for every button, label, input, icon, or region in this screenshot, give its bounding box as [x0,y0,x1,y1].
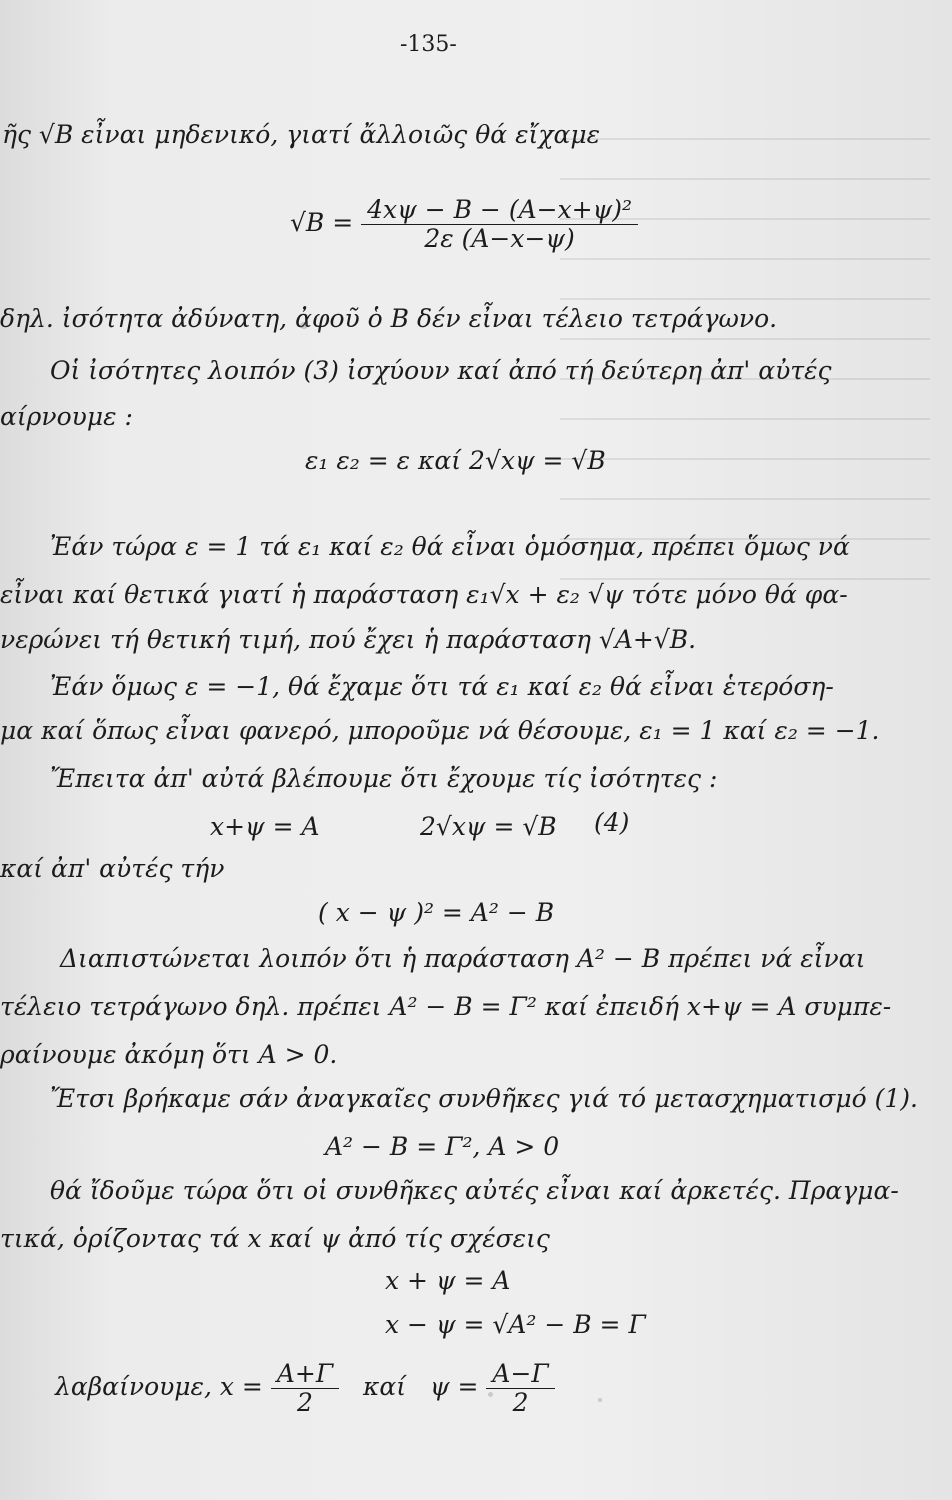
text-line: καί ἀπ' αὐτές τήν [0,854,225,883]
equation: x − ψ = √A² − B = Γ [385,1310,646,1339]
page-number: -135- [400,32,457,57]
text-line: Οἱ ἰσότητες λοιπόν (3) ἰσχύουν καί ἀπό τή δεύτερη ἀπ' αὐτές [50,356,832,385]
text-line: Ἔτσι βρήκαμε σάν ἀναγκαῖες συνθῆκες γιά τό μετασχηματισμό (1). [50,1084,918,1113]
equation-lhs: √B = [290,208,354,237]
fraction [486,1360,554,1417]
text-line: θά ἴδοῦμε τώρα ὅτι οἱ συνθῆκες αὐτές εἶναι καί ἀρκετές. Πραγμα- [50,1176,899,1205]
text-line: Ἐάν ὅμως ε = −1, θά ἔχαμε ὅτι τά ε₁ καί ε₂ θά εἶναι ἑτερόση- [50,672,834,701]
denominator: 2 [512,1388,529,1417]
equation: A² − B = Γ², A > 0 [325,1132,560,1161]
denominator: 2 [297,1388,313,1417]
text-line: τικά, ὁρίζοντας τά x καί ψ ἀπό τίς σχέσεις [0,1224,550,1253]
text-line: τέλειο τετράγωνο δηλ. πρέπει A² − B = Γ² καί ἐπειδή x+ψ = A συμπε- [0,992,892,1021]
equation-line [55,1360,555,1417]
text-line: ῆς √B εἶναι μηδενικό, γιατί ἄλλοιῶς θά εἴχαμε [2,120,601,149]
text: λαβαίνουμε, [55,1372,212,1401]
text-line: νερώνει τή θετική τιμή, πού ἔχει ἡ παράσταση √A+√B. [0,625,697,654]
text-line: δηλ. ἰσότητα ἀδύνατη, ἀφοῦ ὁ B δέν εἶναι τέλειο τετράγωνο. [0,304,778,333]
equation: ( x − ψ )² = A² − B [318,898,555,927]
text-line: εἶναι καί θετικά γιατί ἡ παράσταση ε₁√x + ε₂ √ψ τότε μόνο θά φα- [0,580,848,609]
text-line: ραίνουμε ἀκόμη ὅτι A > 0. [0,1040,338,1069]
equation-number: (4) [594,808,630,837]
numerator: A−Γ [486,1360,554,1389]
denominator: 2ε (A−x−ψ) [424,224,575,253]
equation [290,196,638,253]
psi-lhs: ψ = [429,1372,479,1401]
fraction [361,196,638,253]
equation: x + ψ = A [385,1266,511,1295]
numerator: 4xψ − B − (A−x+ψ)² [361,196,638,225]
conjunction: καί [363,1372,407,1401]
ink-spot [300,322,308,329]
equation: 2√xψ = √B [420,812,557,841]
text-line: αίρνουμε : [0,402,133,431]
equation: x+ψ = A [210,812,320,841]
x-lhs: x = [219,1372,263,1401]
text-line: Ἐάν τώρα ε = 1 τά ε₁ καί ε₂ θά εἶναι ὁμόσημα, πρέπει ὅμως νά [50,532,850,561]
fraction [271,1360,339,1417]
text-line: Διαπιστώνεται λοιπόν ὅτι ἡ παράσταση A² − B πρέπει νά εἶναι [60,944,866,973]
ink-spot [488,1392,493,1397]
equation: ε₁ ε₂ = ε καί 2√xψ = √B [305,446,606,475]
text-line: Ἔπειτα ἀπ' αὐτά βλέπουμε ὅτι ἔχουμε τίς ἰσότητες : [50,764,718,793]
text-line: μα καί ὅπως εἶναι φανερό, μποροῦμε νά θέσουμε, ε₁ = 1 καί ε₂ = −1. [0,716,880,745]
ink-spot [598,1398,602,1402]
numerator: A+Γ [271,1360,339,1389]
